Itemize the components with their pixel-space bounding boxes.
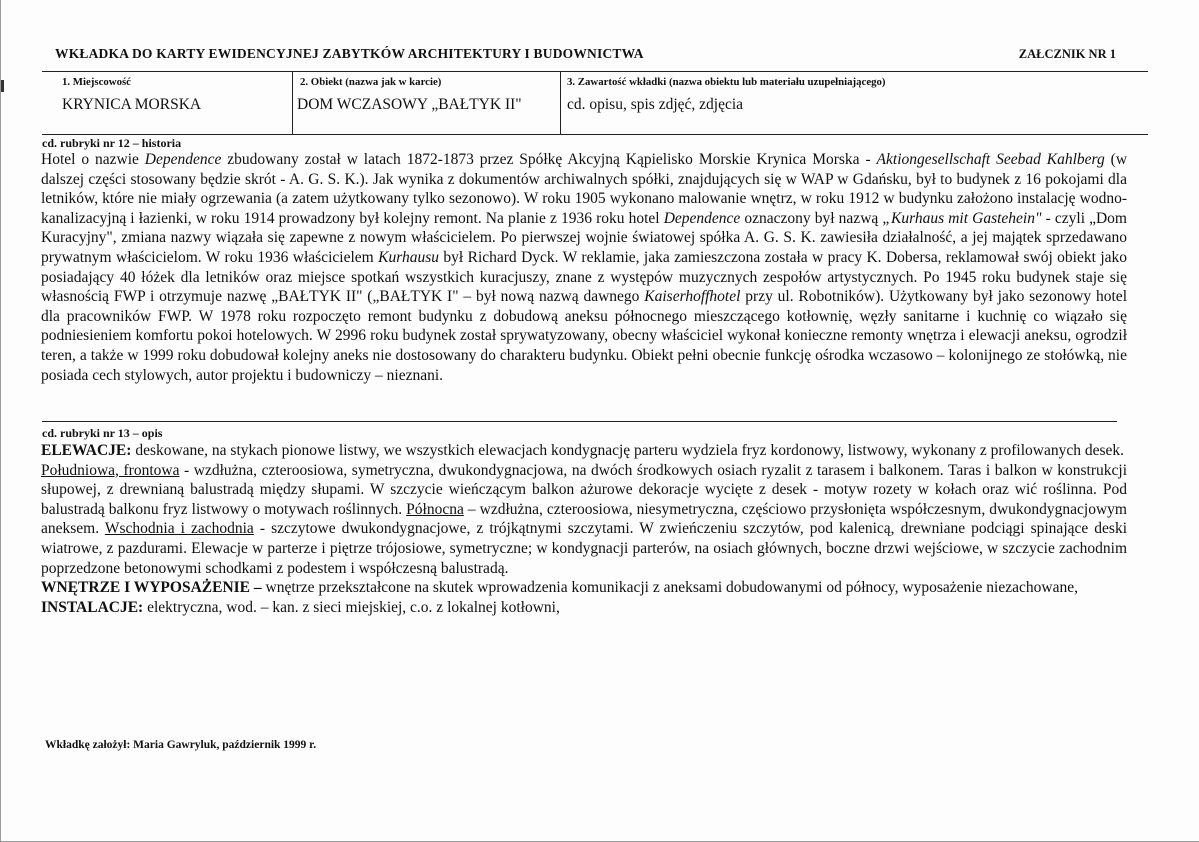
section-divider <box>42 421 1117 422</box>
header-rule <box>42 71 1148 72</box>
installations-paragraph: INSTALACJE: elektryczna, wod. – kan. z sieci miejskiej, c.o. z lokalnej kotłowni, <box>41 598 560 616</box>
fields-bottom-rule <box>42 134 1148 135</box>
locality-value: KRYNICA MORSKA <box>62 96 202 113</box>
content-label: 3. Zawartość wkładki (nazwa obiektu lub materiału uzupełniającego) <box>567 76 886 88</box>
facades-paragraph: Południowa, frontowa - wzdłużna, czteroosiowa, symetryczna, dwukondygnacjowa, na dwóch środkowych osiach ryzalit z tarasem i balkonem. Taras i balkon w konstrukcji słupowej, z drewnianą balustradą między słupami. W szczycie wieńczącym balkon ażurowe dekoracje wycięte z desek - motyw rozety w kołach oraz wić roślinna. Pod balustradą balkonu fryz listwowy o motywach roślinnych. Północna – wzdłużna, czteroosiowa, niesymetryczna, częściowo przysłonięta współczesnym, dwukondygnacjowym aneksem. Wschodnia i zachodnia - szczytowe dwukondygnacjowe, z trójkątnymi szczytami. W zwieńczeniu szczytów, pod kalenicą, drewniane podciągi spinające deski wiatrowe, z pazdurami. Elewacje w parterze i piętrze trójosiowe, symetryczne; w kondygnacji parterów, na osiach głównych, boczne drzwi wejściowe, w szczycie zachodnim poprzedzone betonowymi schodkami z podestem i współczesną balustradą. <box>41 461 1128 577</box>
interior-paragraph: WNĘTRZE I WYPOSAŻENIE – wnętrze przekształcone na skutek wprowadzenia komunikacji z aneksami dobudowanymi od północy, wyposażenie niezachowane, <box>41 579 1078 597</box>
object-label: 2. Obiekt (nazwa jak w karcie) <box>300 76 442 88</box>
east-west-facade-heading: Wschodnia i zachodnia <box>104 520 254 538</box>
history-text: Hotel o nazwie Dependence zbudowany został w latach 1872-1873 przez Spółkę Akcyjną Kąpielisko Morskie Krynica Morska - Aktiongesellschaft Seebad Kahlberg (w dalszej części stosowany będzie skrót - A. G. S. K.). Jak wynika z dokumentów archiwalnych spółki, znajdujących się w WAP w Gdańsku, był to budynek z 16 pokojami dla letników, które nie miały ogrzewania (a zatem użytkowany tylko sezonowo). W roku 1905 wykonano malowanie wnętrz, w roku 1912 w budynku założono instalację wodno-kanalizacyjną i łazienki, w roku 1914 prowadzony był kolejny remont. Na planie z 1936 roku hotel Dependence oznaczony był nazwą „Kurhaus mit Gastehein" - czyli „Dom Kuracyjny", zmiana nazwy wiązała się zapewne z nowym właścicielem. Po pierwszej wojnie światowej spółka A. G. S. K. zawiesiła działalność, a jej majątek sprzedawano prywatnym właścicielom. W roku 1936 właścicielem Kurhausu był Richard Dyck. W reklamie, jaka zamieszczona została w pracy K. Dobersa, reklamował swój obiekt jako posiadający 40 łóżek dla letników oraz miejsce spotkań wszystkich kuracjuszy, znane z występów muzycznych zespołów artystycznych. Po 1945 roku budynek staje się własnością FWP i otrzymuje nazwę „BAŁTYK II" („BAŁTYK I" – był nową nazwą dawnego Kaiserhoffhotel przy ul. Robotników). Użytkowany był jako sezonowy hotel dla pracowników FWP. W 1978 roku rozpoczęto remont budynku z dobudową aneksu północnego mieszczącego kotłownię, węzły sanitarne i kuchnię co wiązało się podniesieniem komfortu pokoi hotelowych. W 2996 roku budynek został sprywatyzowany, obecny właściciel wykonał konieczne remonty wnętrza i elewacji aneksu, ogrodził teren, a także w 1999 roku dobudował kolejny aneks nie dostosowany do charakteru budynku. Obiekt pełni obecnie funkcję ośrodka wczasowo – kolonijnego ze stołówką, nie posiada cech stylowych, autor projektu i budowniczy – nieznani. <box>41 151 1128 384</box>
history-section-label: cd. rubryki nr 12 – historia <box>42 136 182 150</box>
scan-edge-mark <box>1 80 4 92</box>
object-value: DOM WCZASOWY „BAŁTYK II" <box>297 96 522 113</box>
south-facade-heading: Południowa, frontowa <box>41 461 180 479</box>
locality-label: 1. Miejscowość <box>62 76 131 88</box>
annex-number: ZAŁCZNIK NR 1 <box>1018 47 1116 61</box>
document-title: WKŁADKA DO KARTY EWIDENCYJNEJ ZABYTKÓW ARCHITEKTURY I BUDOWNICTWA <box>55 46 644 61</box>
description-section-label: cd. rubryki nr 13 – opis <box>42 426 163 440</box>
north-facade-heading: Północna <box>406 500 464 518</box>
field-divider-1 <box>292 71 293 134</box>
installations-heading: INSTALACJE: <box>41 598 144 616</box>
elevations-heading: ELEWACJE: <box>41 442 132 459</box>
author-footer: Wkładkę założył: Maria Gawryluk, październik 1999 r. <box>45 739 317 751</box>
interior-heading: WNĘTRZE I WYPOSAŻENIE – <box>41 579 262 597</box>
field-divider-2 <box>560 71 561 134</box>
elevations-paragraph: ELEWACJE: deskowane, na stykach pionowe listwy, we wszystkich elewacjach kondygnację parteru wydziela fryz kordonowy, listwowy, wykonany z profilowanych desek. <box>41 442 1125 459</box>
content-value: cd. opisu, spis zdjęć, zdjęcia <box>567 96 744 113</box>
description-text <box>41 441 1127 617</box>
